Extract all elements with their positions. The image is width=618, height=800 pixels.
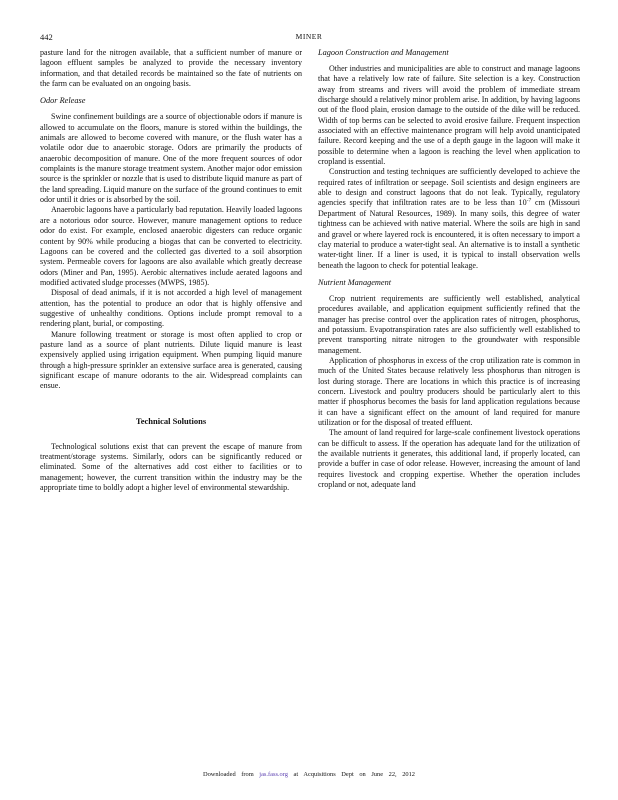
footer-suffix: at Acquisitions Dept on June 22, 2012 [293,771,415,778]
body-paragraph: Swine confinement buildings are a source of objectionable odors if manure is allowed to accumulate on the floors, manure is stored within the buildings, the animals are allowed to become covered with manure, or the flush water has a volatile odor due to anaerobic storage. Odors are primarily the products of anaerobic decomposition of manure. One of the more frequent sources of odor complaints is the manure storage treatment system. Another major odor emission source is the sprinkler or nozzle that is used to distribute liquid manure as part of the land spreading. Liquid manure on the surface of the ground continues to emit odor until it dries or is absorbed by the soil. [40,112,302,205]
body-paragraph: Manure following treatment or storage is most often applied to crop or pasture land as a source of plant nutrients. Dilute liquid manure is least expensively applied using irrigation equipment. When pumping liquid manure through a high-pressure sprinkler an extensive surface area is generated, causing significant escape of manure odorants to the air. Widespread complaints can ensue. [40,329,302,391]
page-header [40,32,578,46]
body-paragraph: Technological solutions exist that can prevent the escape of manure from treatment/storage systems. Similarly, odors can be significantly reduced or eliminated. Some of the alternatives add cost either to facilities or to management; however, the current transition within the industry may be the appropriate time to boldly adopt a higher level of environmental stewardship. [40,441,302,493]
subsection-heading: Nutrient Management [318,277,392,287]
right-column [318,48,580,490]
body-paragraph: Crop nutrient requirements are sufficiently well established, analytical procedures available, and application equipment sufficiently refined that the manager has precise control over the application rates of nitrogen, phosphorus, and potassium. Evapotranspiration rates are also sufficiently well established to prevent transporting nitrate nitrogen to the groundwater with responsible management. [318,293,580,355]
page-number: 442 [40,32,53,42]
body-paragraph: Application of phosphorus in excess of the crop utilization rate is common in much of the United States because relatively less phosphorus than nitrogen is lost during storage. There are locations in which this practice is of increasing concern. Livestock and poultry producers should be particularly alert to this matter if phosphorus becomes the basis for land application regulations because it can have a significant effect on the amount of land required for manure utilization or for the disposal of treated effluent. [318,355,580,427]
body-paragraph: Disposal of dead animals, if it is not accorded a high level of management attention, has the potential to produce an odor that is highly offensive and suggestive of unhealthy conditions. Options include prompt removal to a rendering plant, burial, or composting. [40,288,302,329]
running-head: MINER [295,32,323,41]
section-heading: Technical Solutions [135,415,207,426]
body-paragraph: Anaerobic lagoons have a particularly bad reputation. Heavily loaded lagoons are a notorious odor source. However, manure management options to reduce odor do exist. For example, enclosed anaerobic digesters can reduce organic content by 90% while producing a biogas that can be converted to electricity. Lagoons can be covered and the collected gas diverted to a soil absorption system. Permeable covers for lagoons are also available which greatly decrease odors (Miner and Pan, 1995). Aerobic alternatives include aerated lagoons and modified activated sludge processes (MWPS, 1985). [40,205,302,287]
text-run: Construction and testing techniques are sufficiently developed to achieve the required rates of infiltration or seepage. Soil scientists and design engineers are able to design and construct lagoons that do not leak. Typically, regulatory agencies specify that infiltration rates are to be less than 10 [318,167,580,208]
subsection-heading: Lagoon Construction and Management [318,48,449,57]
body-paragraph: pasture land for the nitrogen available, that a sufficient number of manure or lagoon effluent samples be analyzed to provide the necessary inventory information, and that detailed records be maintained so the fate of nutrients on the farm can be evaluated on an ongoing basis. [40,48,302,89]
body-paragraph [318,167,580,270]
footer-link[interactable]: jas.fass.org [259,771,288,778]
subsection-heading: Odor Release [40,96,86,106]
download-footer [0,771,618,778]
text-run: cm (Missouri Department of Natural Resources, 1989). In many soils, this degree of water tightness can be achieved with native material. Where the soils are high in sand and gravel or where layered rock is encountered, it is often necessary to import a clay material to produce a water-tight seal. An alternative is to install a synthetic water-tight liner. If a liner is used, it is typical to install observation wells beneath the lagoon to check for potential leakage. [318,198,580,270]
footer-prefix: Downloaded from [203,771,254,778]
body-paragraph: Other industries and municipalities are able to construct and manage lagoons that have a relatively low rate of failure. Site selection is a key. Construction away from streams and rivers will avoid the problem of immediate stream discharge should a relatively minor problem arise. In addition, by having lagoons out of the flood plain, erosion damage to the outside of the dike will be reduced. Width of top berms can be selected to avoid erosive failure. Frequent inspection associated with an effective maintenance program will help avoid unanticipated failure. Record keeping and the use of a depth gauge in the lagoon will make it possible to determine when a lagoon is reaching the level when application to cropland is essential. [318,64,580,167]
left-column [40,48,302,493]
body-paragraph: The amount of land required for large-scale confinement livestock operations can be difficult to assess. If the operation has adequate land for the utilization of the available nutrients it generates, this additional land, if properly located, can provide a buffer in case of odor release. However, increasing the amount of land requires livestock and cropping expertise. Whether the operation includes cropland or not, adequate land [318,428,580,490]
superscript: -7 [526,197,532,204]
